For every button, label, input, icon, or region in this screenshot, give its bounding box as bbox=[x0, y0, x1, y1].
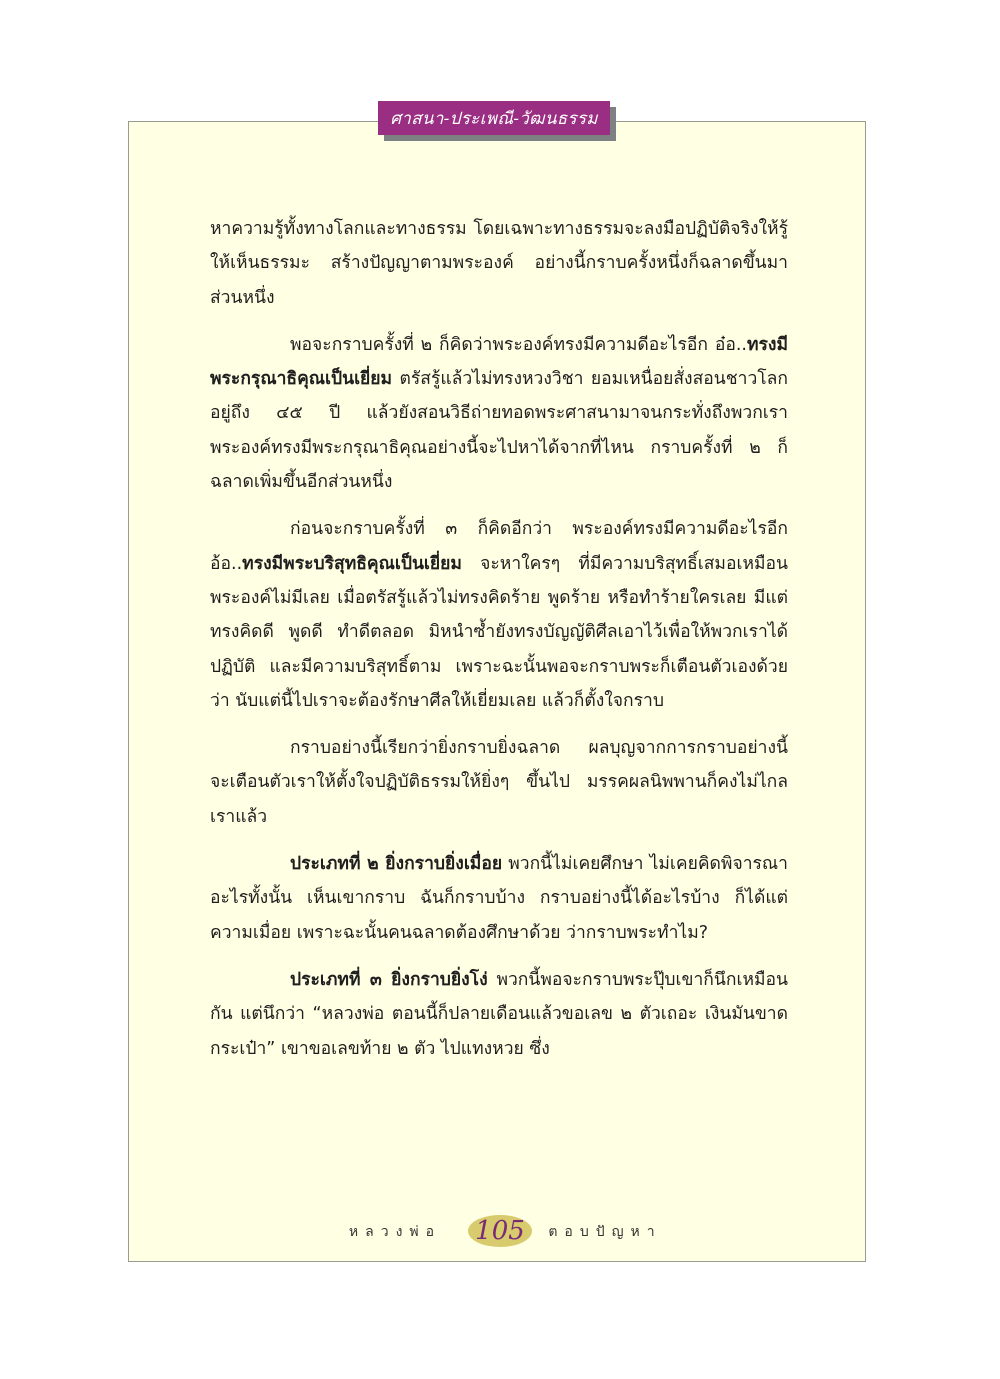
paragraph-6 bbox=[210, 963, 788, 1066]
paragraph-4-text: กราบอย่างนี้เรียกว่ายิ่งกราบยิ่งฉลาด ผลบุญจากการกราบอย่างนี้ จะเตือนตัวเราให้ตั้งใจปฏิบัติธรรมให้ยิ่งๆ ขึ้นไป มรรคผลนิพพานก็คงไม่ไกลเราแล้ว bbox=[210, 738, 788, 827]
paragraph-2-emphasis: ทรงมีพระกรุณาธิคุณเป็นเยี่ยม bbox=[210, 334, 788, 390]
paragraph-3-lead: ก่อนจะกราบครั้งที่ ๓ ก็คิดอีกว่า พระองค์ทรงมีความดีอะไรอีก อ้อ.. bbox=[210, 519, 788, 574]
section-header-title: ศาสนา-ประเพณี-วัฒนธรรม bbox=[390, 108, 598, 129]
footer-book-title-left: หลวงพ่อ bbox=[348, 1224, 442, 1240]
paragraph-2 bbox=[210, 328, 788, 499]
paragraph-2-lead: พอจะกราบครั้งที่ ๒ ก็คิดว่าพระองค์ทรงมีความดีอะไรอีก อ๋อ.. bbox=[290, 334, 747, 355]
paragraph-5 bbox=[210, 847, 788, 950]
section-header-tab bbox=[378, 101, 610, 135]
paragraph-3-rest: จะหาใครๆ ที่มีความบริสุทธิ์เสมอเหมือนพระองค์ไม่มีเลย เมื่อตรัสรู้แล้วไม่ทรงคิดร้าย พูดร้าย หรือทำร้ายใครเลย มีแต่ทรงคิดดี พูดดี ทำดีตลอด มิหนำซ้ำยังทรงบัญญัติศีลเอาไว้เพื่อให้พวกเราได้ปฏิบัติ และมีความบริสุทธิ์ตาม เพราะฉะนั้นพอจะกราบพระก็เตือนตัวเองด้วยว่า นับแต่นี้ไปเราจะต้องรักษาศีลให้เยี่ยมเลย แล้วก็ตั้งใจกราบ bbox=[210, 553, 788, 711]
paragraph-4 bbox=[210, 731, 788, 834]
paragraph-6-rest: พวกนี้พอจะกราบพระปุ๊บเขาก็นึกเหมือนกัน แต่นึกว่า “หลวงพ่อ ตอนนี้ก็ปลายเดือนแล้วขอเลข ๒ ตัวเถอะ เงินมันขาดกระเป๋า” เขาขอเลขท้าย ๒ ตัว ไปแทงหวย ซึ่ง bbox=[210, 969, 788, 1059]
paragraph-5-rest: พวกนี้ไม่เคยศึกษา ไม่เคยคิดพิจารณาอะไรทั้งนั้น เห็นเขากราบ ฉันก็กราบบ้าง กราบอย่างนี้ได้อะไรบ้าง ก็ได้แต่ความเมื่อย เพราะฉะนั้นคนฉลาดต้องศึกษาด้วย ว่ากราบพระทำไม? bbox=[210, 854, 788, 943]
paragraph-3 bbox=[210, 512, 788, 718]
paragraph-5-emphasis: ประเภทที่ ๒ ยิ่งกราบยิ่งเมื่อย bbox=[290, 854, 503, 875]
footer-book-title-right: ตอบปัญหา bbox=[548, 1224, 662, 1240]
paragraph-6-emphasis: ประเภทที่ ๓ ยิ่งกราบยิ่งโง่ bbox=[290, 969, 488, 990]
body-text bbox=[210, 212, 788, 1079]
paragraph-1 bbox=[210, 212, 788, 315]
paragraph-2-rest: ตรัสรู้แล้วไม่ทรงหวงวิชา ยอมเหนื่อยสั่งสอนชาวโลกอยู่ถึง ๔๕ ปี แล้วยังสอนวิธีถ่ายทอดพระศาสนามาจนกระทั่งถึงพวกเรา พระองค์ทรงมีพระกรุณาธิคุณอย่างนี้จะไปหาได้จากที่ไหน กราบครั้งที่ ๒ ก็ฉลาดเพิ่มขึ้นอีกส่วนหนึ่ง bbox=[210, 369, 788, 493]
page-footer bbox=[330, 1213, 670, 1253]
paragraph-3-emphasis: ทรงมีพระบริสุทธิคุณเป็นเยี่ยม bbox=[242, 553, 462, 574]
page-number: 105 bbox=[468, 1215, 532, 1247]
paragraph-1-text: หาความรู้ทั้งทางโลกและทางธรรม โดยเฉพาะทางธรรมจะลงมือปฏิบัติจริงให้รู้ ให้เห็นธรรมะ สร้างปัญญาตามพระองค์ อย่างนี้กราบครั้งหนึ่งก็ฉลาดขึ้นมาส่วนหนึ่ง bbox=[210, 219, 788, 308]
